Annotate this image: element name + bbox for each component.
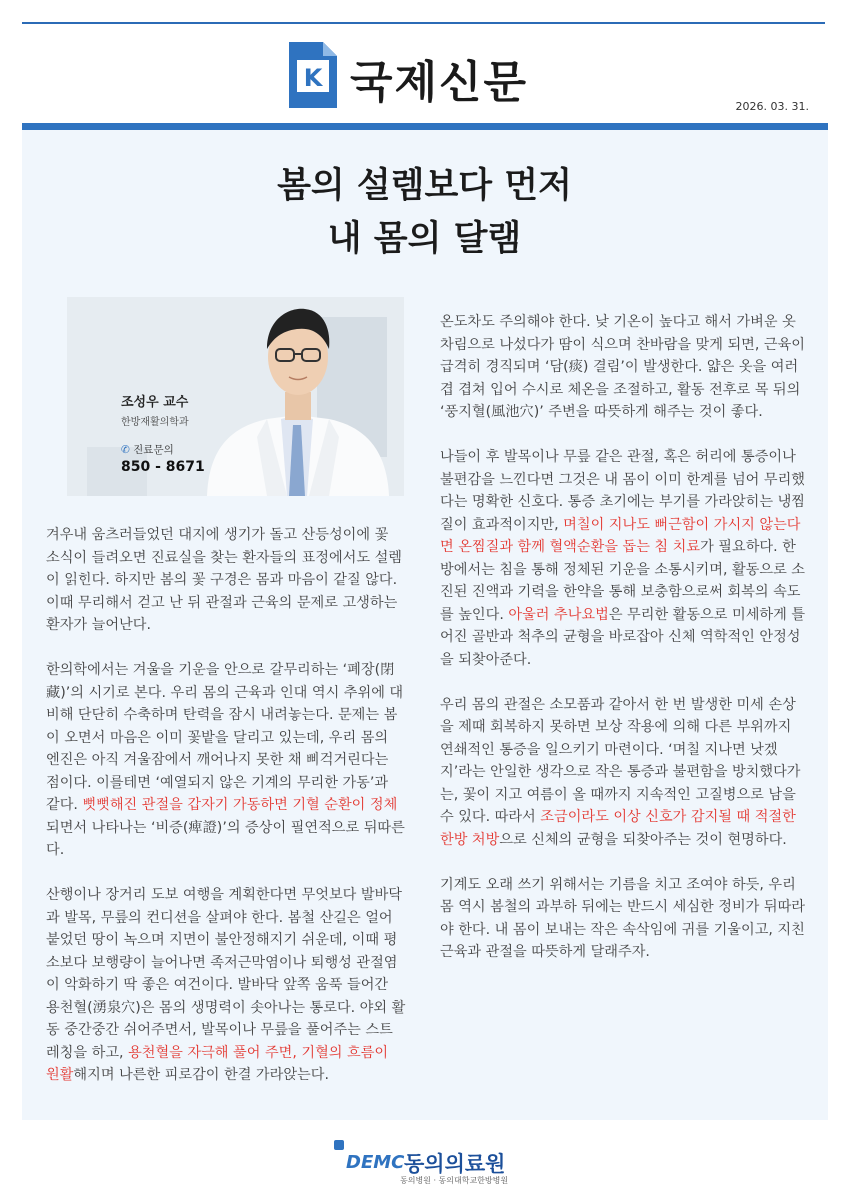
footer-subtitle: 동의병원 · 동의대학교한방병원 (400, 1176, 509, 1185)
footer-logo-text: DEMC (346, 1152, 405, 1173)
phone-icon: ✆ (121, 444, 130, 456)
paragraph-7: 기계도 오래 쓰기 위해서는 기름을 치고 조여야 하듯, 우리 몸 역시 봄철의 과부하 뒤에는 반드시 세심한 정비가 뒤따라야 한다. 내 몸이 보내는 작은 속삭임에 귀를 기울이고, 지친 근육과 관절을 따뜻하게 달래주자. (440, 876, 806, 960)
contact-phone: 850 - 8671 (121, 459, 205, 475)
newspaper-masthead (0, 42, 849, 110)
doctor-info (121, 391, 231, 475)
paragraph-4: 온도차도 주의해야 한다. 낮 기온이 높다고 해서 가벼운 옷차림으로 나섰다가 땀이 식으며 찬바람을 맞게 되면, 근육이 급격히 경직되며 ‘담(痰) 결림’이 발생한다. 얇은 옷을 여러 겹 겹쳐 입어 수시로 체온을 조절하고, 활동 전후로 목 뒤의 ‘풍지혈(風池穴)’ 주변을 따뜻하게 해주는 것이 좋다. (440, 314, 806, 420)
paragraph-6-text-end: 으로 신체의 균형을 되찾아주는 것이 현명하다. (499, 831, 787, 848)
headline-line-1: 봄의 설렘보다 먼저 (277, 166, 572, 206)
paragraph-3-text: 산행이나 장거리 도보 여행을 계획한다면 무엇보다 발바닥과 발목, 무릎의 컨디션을 살펴야 한다. 봄철 산길은 얼어붙었던 땅이 녹으며 지면이 불안정해지기 쉬운데, 이때 평소보다 보행량이 늘어나면 족저근막염이나 퇴행성 관절염이 악화하기 딱 좋은 여건이다. 발바닥 앞쪽 움푹 들어간 용천혈(湧泉穴)은 몸의 생명력이 솟아나는 통로다. 야외 활동 중간중간 쉬어주면서, 발목이나 무릎을 풀어주는 스트레칭을 하고, (46, 887, 406, 1061)
paragraph-1: 겨우내 움츠러들었던 대지에 생기가 돌고 산등성이에 꽃 소식이 들려오면 진료실을 찾는 환자들의 표정에서도 설렘이 읽힌다. 하지만 봄의 꽃 구경은 몸과 마음이 같질 않다. 이때 무리해서 걷고 난 뒤 관절과 근육의 문제로 고생하는 환자가 늘어난다. (46, 527, 402, 633)
newspaper-logo-icon (289, 42, 337, 108)
logo-letter: K (303, 64, 323, 92)
publish-date: 2026. 03. 31. (735, 100, 809, 113)
paragraph-5-text-mid: 가 필요하다. 한방에서는 침을 통해 정체된 기운을 소통시키며, 활동으로 소진된 진액과 기력을 한약을 통해 보충함으로써 회복의 속도를 높인다. (440, 539, 806, 623)
paragraph-3 (46, 884, 406, 1087)
article-column-left (46, 524, 406, 1109)
headline-line-2: 내 몸의 달램 (327, 219, 522, 259)
doctor-department: 한방재활의학과 (121, 417, 189, 428)
paragraph-5-text-end: 은 무리한 활동으로 미세하게 틀어진 골반과 척추의 균형을 바로잡아 신체 역학적인 안정성을 되찾아준다. (440, 606, 806, 668)
newspaper-title: 국제신문 (350, 57, 529, 108)
doctor-name: 조성우 교수 (121, 395, 189, 410)
paragraph-5 (440, 446, 806, 671)
paragraph-3-highlight: 용천혈을 자극해 풀어 주면, 기혈의 흐름이 원활 (46, 1044, 389, 1083)
paragraph-5-highlight-1: 며칠이 지나도 뻐근함이 가시지 않는다면 온찜질과 함께 혈액순환을 돕는 침 치료 (440, 516, 801, 555)
paragraph-5-text: 나들이 후 발목이나 무릎 같은 관절, 혹은 허리에 통증이나 불편감을 느낀다면 그것은 내 몸이 이미 한계를 넘어 무리했다는 명확한 신호다. 통증 초기에는 부기를 가라앉히는 냉찜질이 효과적이지만, (440, 449, 806, 533)
doctor-photo (67, 297, 404, 496)
paragraph-2-highlight: 뻣뻣해진 관절을 갑자기 가동하면 기혈 순환이 정체 (82, 797, 398, 813)
doctor-illustration (67, 297, 404, 496)
footer-logo (0, 1138, 849, 1188)
paragraph-6-text: 우리 몸의 관절은 소모품과 같아서 한 번 발생한 미세 손상을 제때 회복하지 못하면 보상 작용에 의해 다른 부위까지 연쇄적인 통증을 일으키기 마련이다. ‘며칠 지나면 낫겠지’라는 안일한 생각으로 작은 통증과 불편함을 방치했다가는, 꽃이 지고 여름이 올 때까지 지속적인 고질병으로 남을 수 있다. 따라서 (440, 696, 801, 825)
footer-logo-mark-icon (334, 1140, 344, 1150)
paragraph-5-highlight-2: 아울러 추나요법 (508, 606, 609, 623)
headline (0, 160, 849, 266)
paragraph-6 (440, 694, 806, 852)
paragraph-2-text-end: 되면서 나타나는 ‘비증(痺證)’의 증상이 필연적으로 뒤따른다. (46, 819, 405, 858)
contact-label (121, 442, 231, 457)
paragraph-2 (46, 659, 406, 862)
footer-org-name: 동의의료원 (404, 1152, 506, 1176)
paragraph-6-highlight: 조금이라도 이상 신호가 감지될 때 적절한 한방 처방 (440, 809, 796, 848)
contact-label-text: 진료문의 (133, 444, 174, 456)
top-rule (22, 22, 825, 24)
header-bar (22, 123, 828, 130)
paragraph-2-text: 한의학에서는 겨울을 기운을 안으로 갈무리하는 ‘폐장(閉藏)’의 시기로 본다. 우리 몸의 근육과 인대 역시 추위에 대비해 단단히 수축하며 탄력을 잠시 내려놓는다. 문제는 봄이 오면서 마음은 이미 꽃밭을 달리고 있는데, 우리 몸의 엔진은 아직 겨울잠에서 깨어나지 못한 채 삐걱거린다는 점이다. 이를테면 ‘예열되지 않은 기계의 무리한 가동’과 같다. (46, 662, 404, 813)
paragraph-3-text-end: 해지며 나른한 피로감이 한결 가라앉는다. (73, 1067, 329, 1083)
article-column-right (440, 311, 806, 986)
